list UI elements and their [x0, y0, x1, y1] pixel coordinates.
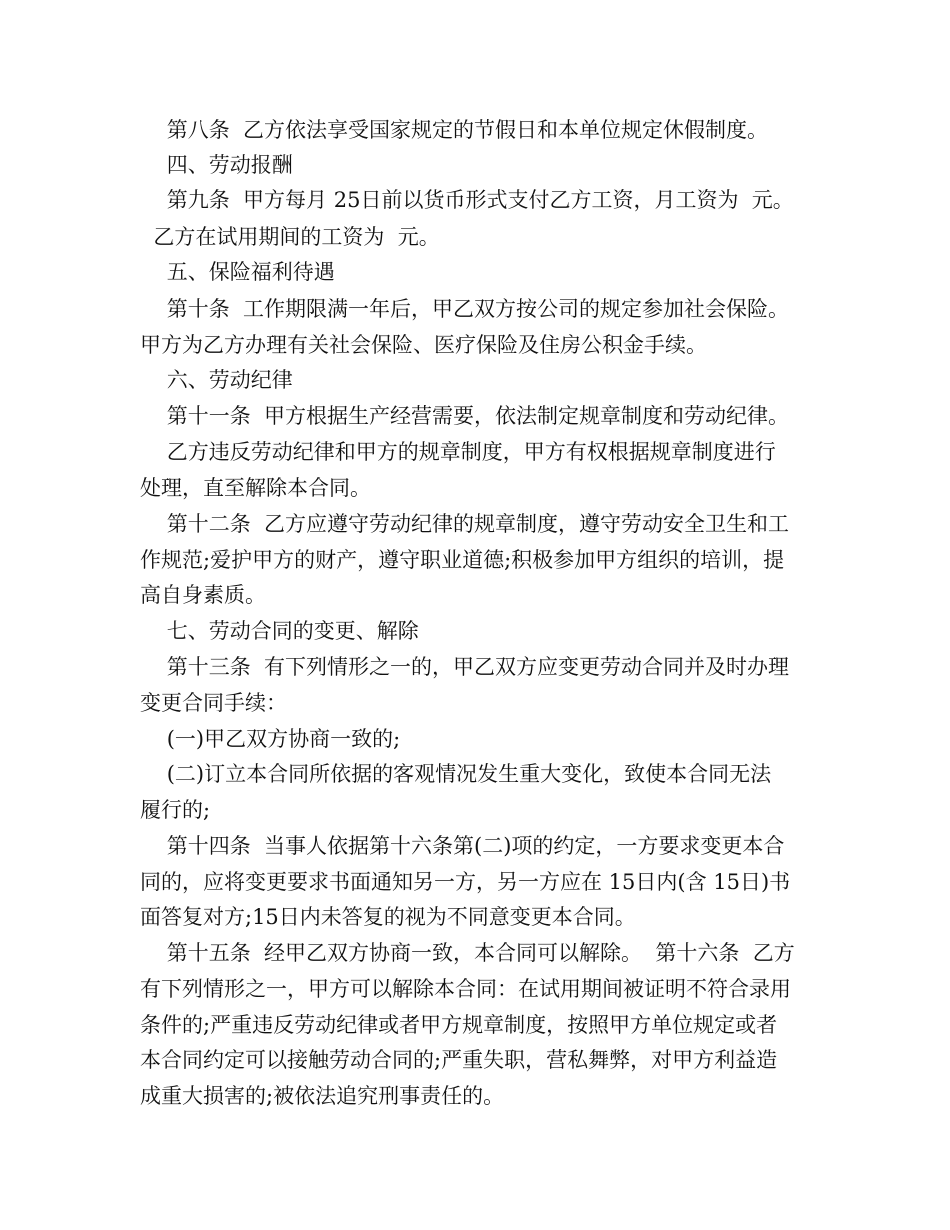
text-line: 第十一条 甲方根据生产经营需要，依法制定规章制度和劳动纪律。 — [140, 404, 790, 428]
text-line: 第十三条 有下列情形之一的，甲乙双方应变更劳动合同并及时办理 — [140, 655, 790, 679]
text-line: 六、劳动纪律 — [140, 368, 293, 392]
text-line: 履行的; — [140, 798, 211, 822]
text-line: 乙方违反劳动纪律和甲方的规章制度，甲方有权根据规章制度进行 — [140, 440, 776, 464]
text-line: 第十条 工作期限满一年后，甲乙双方按公司的规定参加社会保险。 — [140, 297, 790, 321]
text-line: 第九条 甲方每月 25日前以货币形式支付乙方工资，月工资为 元。 — [140, 188, 794, 212]
text-line: 甲方为乙方办理有关社会保险、医疗保险及住房公积金手续。 — [140, 333, 707, 357]
text-line: (一)甲乙双方协商一致的; — [140, 727, 401, 751]
text-line: 第十二条 乙方应遵守劳动纪律的规章制度，遵守劳动安全卫生和工 — [140, 512, 790, 536]
text-line: 本合同约定可以接触劳动合同的;严重失职，营私舞弊，对甲方利益造 — [140, 1048, 778, 1072]
text-line: 变更合同手续： — [140, 691, 287, 715]
text-line: 条件的;严重违反劳动纪律或者甲方规章制度，按照甲方单位规定或者 — [140, 1013, 778, 1037]
text-line: 成重大损害的;被依法追究刑事责任的。 — [140, 1084, 505, 1108]
text-line: 有下列情形之一，甲方可以解除本合同：在试用期间被证明不符合录用 — [140, 977, 791, 1001]
text-line: 五、保险福利待遇 — [140, 260, 335, 284]
text-line: 第十四条 当事人依据第十六条第(二)项的约定，一方要求变更本合 — [140, 834, 785, 858]
text-line: 乙方在试用期间的工资为 元。 — [140, 225, 440, 249]
text-line: 高自身素质。 — [140, 583, 266, 607]
text-line: (二)订立本合同所依据的客观情况发生重大变化，致使本合同无法 — [140, 762, 772, 786]
text-line: 七、劳动合同的变更、解除 — [140, 619, 419, 643]
text-line: 面答复对方;15日内未答复的视为不同意变更本合同。 — [140, 905, 636, 929]
text-line: 第八条 乙方依法享受国家规定的节假日和本单位规定休假制度。 — [140, 118, 769, 142]
text-line: 第十五条 经甲乙双方协商一致，本合同可以解除。 第十六条 乙方 — [140, 941, 795, 965]
text-line: 作规范;爱护甲方的财产，遵守职业道德;积极参加甲方组织的培训，提 — [140, 548, 785, 572]
text-line: 同的，应将变更要求书面通知另一方，另一方应在 15日内(含 15日)书 — [140, 870, 791, 894]
text-line: 四、劳动报酬 — [140, 153, 293, 177]
text-line: 处理，直至解除本合同。 — [140, 476, 371, 500]
